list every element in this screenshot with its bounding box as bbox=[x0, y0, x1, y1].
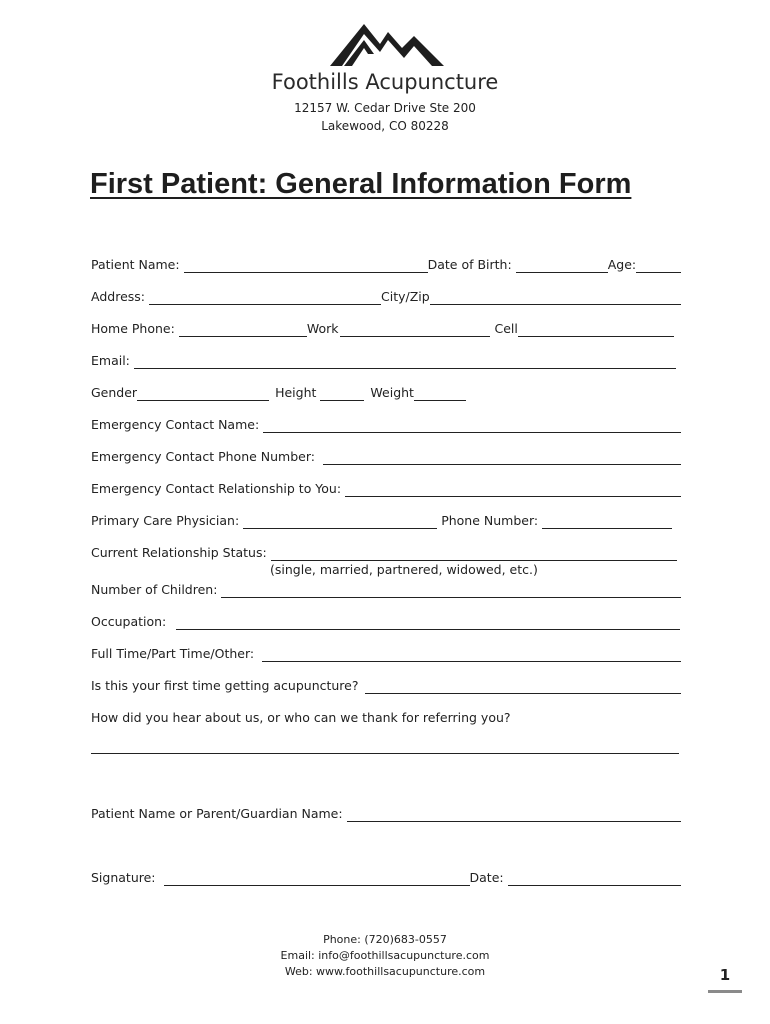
age-field[interactable] bbox=[636, 256, 681, 273]
dob-field[interactable] bbox=[516, 256, 608, 273]
patient-name-field[interactable] bbox=[184, 256, 428, 273]
email-label: Email: bbox=[91, 353, 130, 368]
address-row bbox=[91, 285, 681, 305]
address-field[interactable] bbox=[149, 288, 381, 305]
children-row bbox=[91, 578, 681, 598]
phone-row bbox=[91, 317, 681, 337]
signature-label: Signature: bbox=[91, 870, 156, 885]
emergency-relationship-row bbox=[91, 477, 681, 497]
signature-row bbox=[91, 866, 681, 886]
height-field[interactable] bbox=[320, 384, 364, 401]
occupation-field[interactable] bbox=[176, 613, 680, 630]
cell-label: Cell bbox=[494, 321, 518, 336]
weight-label: Weight bbox=[370, 385, 414, 400]
first-time-field[interactable] bbox=[365, 677, 681, 694]
city-zip-label: City/Zip bbox=[381, 289, 430, 304]
footer-phone: Phone: (720)683-0557 bbox=[323, 933, 447, 946]
age-label: Age: bbox=[607, 257, 637, 272]
primary-care-row bbox=[91, 509, 681, 529]
occupation-label: Occupation: bbox=[91, 614, 167, 629]
page-number: 1 bbox=[719, 966, 731, 984]
date-label: Date: bbox=[469, 870, 504, 885]
primary-care-field[interactable] bbox=[243, 512, 437, 529]
date-field[interactable] bbox=[508, 869, 681, 886]
patient-name-row bbox=[91, 253, 681, 273]
referral-label: How did you hear about us, or who can we thank for referring you? bbox=[91, 710, 511, 725]
guardian-label: Patient Name or Parent/Guardian Name: bbox=[91, 806, 343, 821]
page-number-bar bbox=[708, 990, 742, 993]
work-label: Work bbox=[306, 321, 339, 336]
children-label: Number of Children: bbox=[91, 582, 218, 597]
emergency-name-row bbox=[91, 413, 681, 433]
email-field[interactable] bbox=[134, 352, 676, 369]
gender-row bbox=[91, 381, 681, 401]
primary-care-label: Primary Care Physician: bbox=[91, 513, 240, 528]
emergency-relationship-field[interactable] bbox=[345, 480, 681, 497]
emergency-name-label: Emergency Contact Name: bbox=[91, 417, 260, 432]
weight-field[interactable] bbox=[414, 384, 466, 401]
height-label: Height bbox=[275, 385, 317, 400]
relationship-status-field[interactable] bbox=[271, 544, 677, 561]
relationship-status-label: Current Relationship Status: bbox=[91, 545, 267, 560]
relationship-status-note: (single, married, partnered, widowed, etc.) bbox=[270, 562, 538, 577]
first-time-label: Is this your first time getting acupuncture? bbox=[91, 678, 359, 693]
employment-label: Full Time/Part Time/Other: bbox=[91, 646, 255, 661]
guardian-row bbox=[91, 802, 681, 822]
referral-field[interactable] bbox=[91, 753, 679, 754]
mountain-logo-icon bbox=[322, 18, 452, 70]
patient-name-label: Patient Name: bbox=[91, 257, 180, 272]
guardian-field[interactable] bbox=[347, 805, 681, 822]
first-time-row bbox=[91, 674, 681, 694]
signature-field[interactable] bbox=[164, 869, 470, 886]
address-line-1: 12157 W. Cedar Drive Ste 200 bbox=[294, 101, 476, 115]
referral-row bbox=[91, 706, 681, 726]
emergency-name-field[interactable] bbox=[263, 416, 681, 433]
home-phone-field[interactable] bbox=[179, 320, 307, 337]
email-row bbox=[91, 349, 681, 369]
cell-phone-field[interactable] bbox=[518, 320, 674, 337]
dob-label: Date of Birth: bbox=[427, 257, 512, 272]
emergency-phone-label: Emergency Contact Phone Number: bbox=[91, 449, 315, 464]
relationship-status-row bbox=[91, 541, 681, 561]
city-zip-field[interactable] bbox=[430, 288, 681, 305]
children-field[interactable] bbox=[221, 581, 681, 598]
work-phone-field[interactable] bbox=[340, 320, 490, 337]
emergency-phone-row bbox=[91, 445, 681, 465]
address-line-2: Lakewood, CO 80228 bbox=[321, 119, 449, 133]
address-label: Address: bbox=[91, 289, 145, 304]
gender-label: Gender bbox=[91, 385, 138, 400]
occupation-row bbox=[91, 610, 681, 630]
home-phone-label: Home Phone: bbox=[91, 321, 175, 336]
phone-number-label: Phone Number: bbox=[441, 513, 539, 528]
employment-field[interactable] bbox=[262, 645, 681, 662]
employment-row bbox=[91, 642, 681, 662]
emergency-phone-field[interactable] bbox=[323, 448, 681, 465]
gender-field[interactable] bbox=[137, 384, 269, 401]
physician-phone-field[interactable] bbox=[542, 512, 672, 529]
brand-name: Foothills Acupuncture bbox=[271, 70, 499, 94]
footer-web: Web: www.foothillsacupuncture.com bbox=[284, 965, 486, 978]
form-title: First Patient: General Information Form bbox=[90, 168, 632, 200]
emergency-relationship-label: Emergency Contact Relationship to You: bbox=[91, 481, 342, 496]
footer-email: Email: info@foothillsacupuncture.com bbox=[280, 949, 490, 962]
